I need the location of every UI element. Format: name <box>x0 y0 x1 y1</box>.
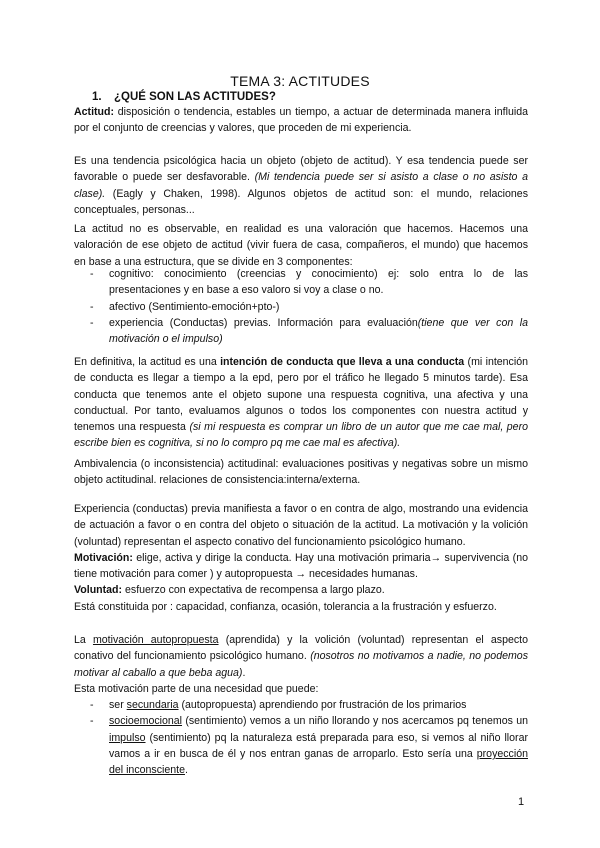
component-cognitive: cognitivo: conocimiento (creencias y conocimiento) ej: solo entra lo de las presentaciones y en base a eso valoro si voy a clase o no. <box>109 268 528 297</box>
impulse-term: impulso <box>109 731 146 744</box>
need-socioemotional-term: socioemocional <box>109 715 183 728</box>
section-number: 1. <box>92 91 102 103</box>
paragraph-experience: Experiencia (conductas) previa manifiesta a favor o en contra de algo, mostrando una evidencia de actuación a favor o en contra del objeto o situación de la actitud. La motivación y la volición (voluntad) representan el aspecto conativo del funcionamiento psicológico humano. Motivación: elige, activa y dirige la conducta. Hay una motivación primaria→ supervivencia (no tiene motivación para comer ) y autopropuesta → necesidades humanas. Voluntad: esfuerzo con expectativa de recompensa a largo plazo. Está constituida por : capacidad, confianza, ocasión, tolerancia a la frustración y esfuerzo. <box>74 503 528 613</box>
list-item: - experiencia (Conductas) previas. Información para evaluación(tiene que ver con la motivación o el impulso) <box>90 316 528 346</box>
page-number: 1 <box>518 796 525 808</box>
will-label: Voluntad: <box>74 584 123 597</box>
page-title: TEMA 3: ACTITUDES <box>230 73 370 89</box>
intention-example: (si mi respuesta es comprar un libro de un autor que me cae mal, pero escribe bien es cognitiva, si no lo compro pq me cae mal es afectiva). <box>74 421 528 450</box>
section-heading-text: ¿QUÉ SON LAS ACTITUDES? <box>114 91 276 103</box>
motivation-label: Motivación: <box>74 551 133 564</box>
component-affective: afectivo (Sentimiento-emoción+pto-) <box>109 300 280 313</box>
tendency-example: (Mi tendencia puede ser si asisto a clase o no asisto a clase). <box>74 171 529 200</box>
needs-list <box>74 697 528 778</box>
section-heading <box>92 91 276 103</box>
actitud-definition: disposición o tendencia, estables un tiempo, a actuar de determinada manera influida por el conjunto de creencias y valores, que proceden de mi experiencia. <box>74 106 528 135</box>
component-experience: experiencia (Conductas) previas. Información para evaluación <box>109 316 418 329</box>
list-item: - ser secundaria (autopropuesta) aprendiendo por frustración de los primarios <box>90 699 467 711</box>
component-experience-note: (tiene que ver con la motivación o el impulso) <box>109 316 528 346</box>
list-item: - cognitivo: conocimiento (creencias y conocimiento) ej: solo entra lo de las presentaciones y en base a eso valoro si voy a clase o no. <box>90 268 528 297</box>
observable-text: La actitud no es observable, en realidad es una valoración que hacemos. Hacemos una valoración de ese objeto de actitud (vivir fuera de casa, compañeros, el mundo) que hacemos en base a una estructura, que se divide en 3 componentes: <box>74 223 528 268</box>
tendency-text-a: Es una tendencia psicológica hacia un objeto (objeto de actitud). Y esa tendencia puede ser favorable o puede ser desfavorable. <box>74 155 528 184</box>
paragraph-definition <box>74 104 528 137</box>
projection-term: proyección del inconsciente <box>109 747 528 777</box>
tendency-text-b: (Eagly y Chaken, 1998). Algunos objetos de actitud son: el mundo, relaciones conceptuales, personas... <box>74 187 528 216</box>
list-item: - afectivo (Sentimiento-emoción+pto-) <box>90 300 280 313</box>
self-motivation-term: motivación autopropuesta <box>92 634 219 646</box>
paragraph-ambivalence: Ambivalencia (o inconsistencia) actitudinal: evaluaciones positivas y negativas sobre un mismo objeto actitudinal. relaciones de consistencia:interna/externa. <box>74 458 528 487</box>
need-secondary-term: secundaria <box>126 699 179 711</box>
paragraph-intention: En definitiva, la actitud es una intención de conducta que lleva a una conducta (mi intención de conducta es llegar a tiempo a la epd, pero por el tráfico he llegado 5 minutos tarde). Esa conducta que tenemos ante el objeto supone una respuesta cognitiva, una afectiva y una conductual. Por tanto, evaluamos algunos o todos los componentes con nuestra actitud y tenemos una respuesta (si mi respuesta es comprar un libro de un autor que me cae mal, pero escribe bien es cognitiva, si no lo compro pq me cae mal es afectiva). <box>74 356 528 450</box>
components-list <box>74 266 528 347</box>
paragraph-observable <box>74 221 528 270</box>
actitud-label: Actitud: <box>74 106 115 118</box>
paragraph-tendency <box>74 153 528 218</box>
paragraph-self-motivation: La motivación autopropuesta (aprendida) y la volición (voluntad) representan el aspecto conativo del funcionamiento psicológico humano. (nosotros no motivamos a nadie, no podemos motivar al caballo a que beba agua). Esta motivación parte de una necesidad que puede: <box>74 634 528 695</box>
intention-bold: intención de conducta que lleva a una conducta <box>220 356 465 368</box>
list-item: - socioemocional (sentimiento) vemos a un niño llorando y nos acercamos pq tenemos un impulso (sentimiento) pq la naturaleza está preparada para eso, si vemos al niño llorar vamos a ir en busca de él y nos entran ganas de arroparlo. Esto sería una proyección del inconsciente. <box>90 715 528 777</box>
self-motivation-example: (nosotros no motivamos a nadie, no podemos motivar al caballo a que beba agua) <box>74 650 528 679</box>
